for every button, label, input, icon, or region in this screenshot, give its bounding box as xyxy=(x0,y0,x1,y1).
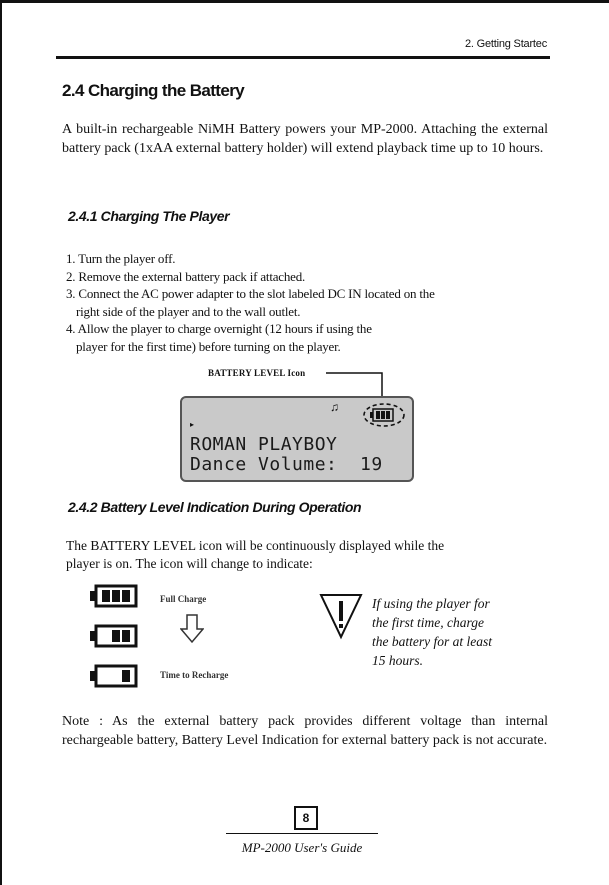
battery-low-icon xyxy=(90,666,136,686)
guide-title: MP-2000 User's Guide xyxy=(241,840,363,855)
level-subheading: 2.4.2 Battery Level Indication During Operation xyxy=(68,499,362,515)
lcd-track-line: ROMAN PLAYBOY xyxy=(190,434,338,455)
page-frame-left xyxy=(0,0,2,885)
charging-subheading: 2.4.1 Charging The Player xyxy=(68,208,230,224)
page-number: 8 xyxy=(294,806,318,830)
down-arrow-icon xyxy=(180,614,204,644)
warning-triangle-icon xyxy=(318,591,364,641)
step-line: 3. Connect the AC power adapter to the slot labeled DC IN located on the xyxy=(66,286,435,301)
lcd-illustration xyxy=(178,364,418,484)
warning-line: 15 hours. xyxy=(372,653,424,668)
lcd-status-line: Dance Volume: 19 xyxy=(190,454,383,475)
level-text-line: The BATTERY LEVEL icon will be continuously displayed while the xyxy=(66,538,445,553)
warning-line: the first time, charge xyxy=(372,615,484,630)
battery-full-icon xyxy=(90,586,136,606)
battery-full-icon xyxy=(362,402,406,428)
footer-rule xyxy=(226,833,378,834)
step-line: 1. Turn the player off. xyxy=(66,251,176,266)
section-title: 2.4 Charging the Battery xyxy=(62,81,245,100)
step-line: right side of the player and to the wall outlet. xyxy=(76,303,301,319)
charging-steps xyxy=(66,250,435,355)
warning-line: the battery for at least xyxy=(372,634,492,649)
header-rule xyxy=(56,56,550,59)
battery-two-thirds-icon xyxy=(90,626,136,646)
play-indicator-icon: ▸ xyxy=(190,420,195,429)
running-head: 2. Getting Startec xyxy=(465,38,547,50)
step-line: player for the first time) before turning on the player. xyxy=(76,338,341,354)
music-note-icon: ♫ xyxy=(330,400,339,414)
level-text-line: player is on. The icon will change to indicate: xyxy=(66,555,313,571)
page-frame-top xyxy=(0,0,609,3)
step-line: 4. Allow the player to charge overnight (12 hours if using the xyxy=(66,321,372,336)
full-charge-label: Full Charge xyxy=(160,594,207,604)
step-line: 2. Remove the external battery pack if attached. xyxy=(66,268,306,284)
intro-paragraph: A built-in rechargeable NiMH Battery powers your MP-2000. Attaching the external battery pack (1xAA external battery holder) will extend playback time up to 10 hours. xyxy=(62,122,548,156)
lcd-screen xyxy=(180,396,414,482)
battery-levels-illustration xyxy=(88,582,288,692)
time-to-recharge-label: Time to Recharge xyxy=(160,670,229,680)
note-paragraph: Note : As the external battery pack provides different voltage than internal rechargeable battery, Battery Level Indication for external battery pack is not accurate. xyxy=(62,714,548,748)
level-paragraph xyxy=(66,537,506,572)
warning-note xyxy=(372,594,522,670)
battery-level-callout-label: BATTERY LEVEL Icon xyxy=(208,368,306,378)
battery-levels-icons xyxy=(88,582,144,692)
warning-line: If using the player for xyxy=(372,596,490,611)
